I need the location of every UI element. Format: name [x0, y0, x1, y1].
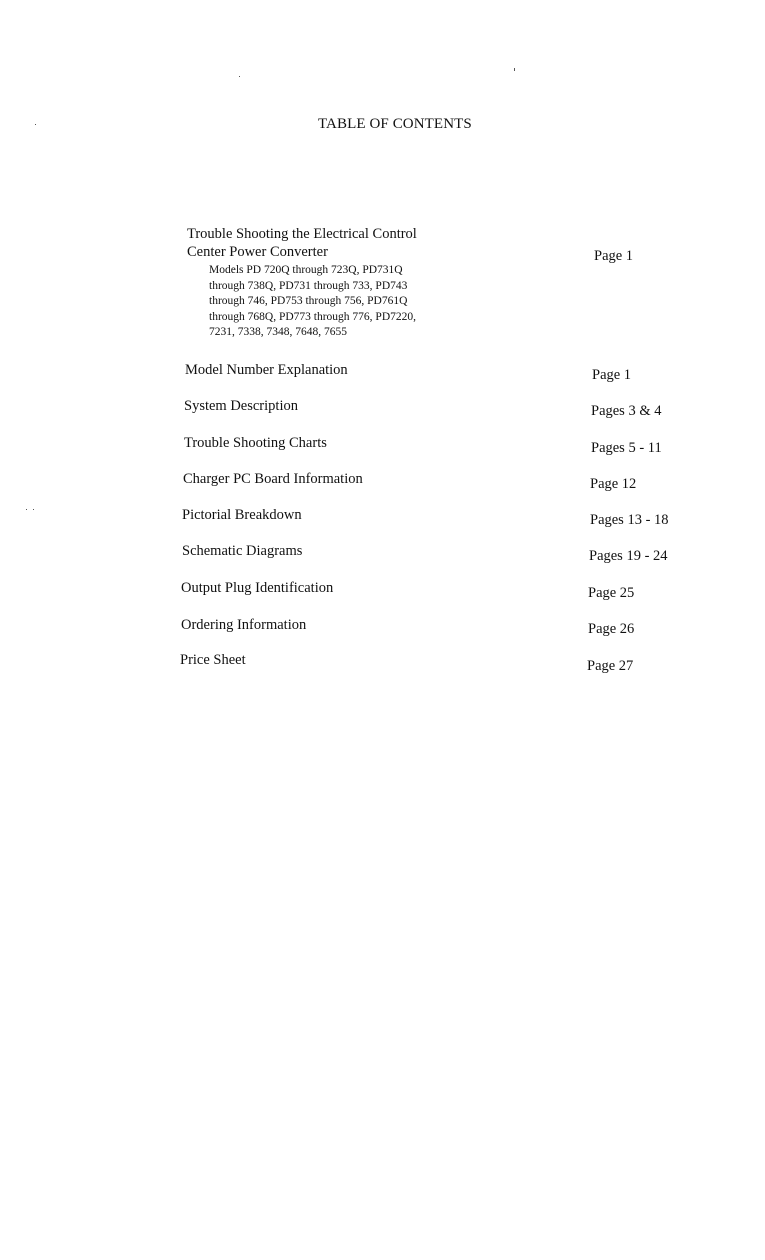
toc-entry-title: Model Number Explanation — [185, 362, 348, 378]
toc-entry-title: Center Power Converter — [187, 244, 328, 260]
scan-speck — [35, 124, 36, 125]
toc-entry-page: Pages 19 - 24 — [589, 548, 668, 564]
toc-entry-page: Pages 13 - 18 — [590, 512, 669, 528]
scan-speck — [239, 76, 240, 77]
toc-entry-page: Pages 3 & 4 — [591, 403, 662, 419]
toc-entry-title: Schematic Diagrams — [182, 543, 303, 559]
models-line: Models PD 720Q through 723Q, PD731Q — [209, 264, 403, 276]
toc-entry-title: Pictorial Breakdown — [182, 507, 302, 523]
toc-entry-page: Page 27 — [587, 658, 634, 674]
toc-entry-title: Trouble Shooting Charts — [184, 435, 327, 451]
models-line: through 738Q, PD731 through 733, PD743 — [209, 279, 408, 292]
scan-speck — [26, 509, 27, 510]
toc-entry-models — [209, 263, 416, 341]
toc-entry-page: Page 1 — [592, 367, 632, 383]
scan-speck — [514, 68, 515, 71]
toc-entry-title: Price Sheet — [180, 652, 246, 668]
toc-entry-title: Output Plug Identification — [181, 580, 334, 596]
models-line: 7231, 7338, 7348, 7648, 7655 — [209, 326, 347, 339]
toc-entry-title: Trouble Shooting the Electrical Control — [187, 226, 417, 242]
toc-entry-page: Page 12 — [590, 476, 637, 492]
models-line: through 768Q, PD773 through 776, PD7220, — [209, 310, 417, 323]
scan-speck — [33, 509, 34, 510]
page-title: TABLE OF CONTENTS — [318, 116, 472, 132]
toc-entry-title: Charger PC Board Information — [183, 471, 363, 487]
toc-entry-page: Page 1 — [594, 248, 634, 264]
models-line: through 746, PD753 through 756, PD761Q — [209, 295, 408, 308]
toc-entry-page: Pages 5 - 11 — [591, 440, 662, 456]
toc-entry-title: System Description — [184, 398, 298, 414]
toc-entry-title: Ordering Information — [181, 617, 307, 633]
toc-entry-page: Page 25 — [588, 585, 635, 601]
toc-entry-page: Page 26 — [588, 621, 635, 637]
